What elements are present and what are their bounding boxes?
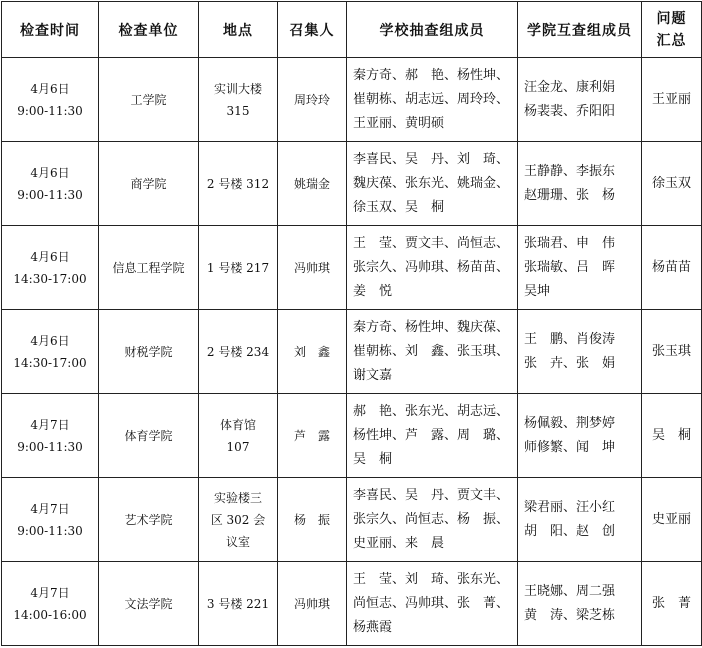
school-member-line: 秦方奇、郝 艳、杨性坤、	[353, 67, 510, 83]
school-member-line: 张宗久、尚恒志、杨 振、	[353, 511, 510, 527]
place-line: 2 号楼 234	[206, 344, 270, 359]
college-member-line: 梁君丽、汪小红	[524, 499, 616, 515]
time-text: 14:30-17:00	[13, 355, 87, 370]
school-member-line: 徐玉双、吴 桐	[353, 199, 445, 215]
time-cell	[2, 142, 99, 226]
time-cell	[2, 394, 99, 478]
college-member-line: 师修繁、闻 坤	[524, 439, 616, 455]
header-summary-line1: 问题	[656, 10, 687, 27]
place-cell	[199, 562, 278, 646]
time-text: 9:00-11:30	[17, 439, 83, 454]
time-text: 9:00-11:30	[17, 523, 83, 538]
summary-cell: 杨苗苗	[642, 226, 702, 310]
time-text: 9:00-11:30	[17, 103, 83, 118]
table-row	[2, 142, 702, 226]
place-line: 1 号楼 217	[206, 260, 270, 275]
unit-cell: 工学院	[99, 58, 199, 142]
time-text: 9:00-11:30	[17, 187, 83, 202]
header-college-members: 学院互查组成员	[518, 2, 642, 58]
date-text: 4月6日	[30, 165, 70, 180]
unit-cell: 财税学院	[99, 310, 199, 394]
unit-cell: 商学院	[99, 142, 199, 226]
college-member-line: 黄 涛、梁芝栋	[524, 607, 616, 623]
school-member-line: 崔朝栋、刘 鑫、张玉琪、	[353, 343, 510, 359]
table-row	[2, 394, 702, 478]
time-cell	[2, 58, 99, 142]
table-row	[2, 478, 702, 562]
header-summary-line2: 汇总	[656, 32, 687, 49]
college-members-cell	[518, 142, 642, 226]
college-member-line: 王 鹏、肖俊涛	[524, 331, 616, 347]
time-text: 14:30-17:00	[13, 271, 87, 286]
college-member-line: 杨佩毅、荆梦婷	[524, 415, 616, 431]
place-line: 区 302 会	[210, 512, 266, 527]
school-member-line: 谢文嘉	[353, 367, 393, 383]
date-text: 4月7日	[30, 585, 70, 600]
header-time: 检查时间	[2, 2, 99, 58]
school-member-line: 李喜民、吴 丹、贾文丰、	[353, 487, 510, 503]
time-cell	[2, 310, 99, 394]
college-members-cell	[518, 394, 642, 478]
school-member-line: 秦方奇、杨性坤、魏庆葆、	[353, 319, 510, 335]
table-row	[2, 562, 702, 646]
college-member-line: 张瑞君、申 伟	[524, 235, 616, 251]
convener-cell: 冯帅琪	[278, 562, 347, 646]
date-text: 4月7日	[30, 501, 70, 516]
convener-cell: 芦 露	[278, 394, 347, 478]
school-members-cell	[347, 562, 518, 646]
college-members-cell	[518, 562, 642, 646]
school-members-cell	[347, 310, 518, 394]
summary-cell: 史亚丽	[642, 478, 702, 562]
convener-cell: 冯帅琪	[278, 226, 347, 310]
school-member-line: 魏庆葆、张东光、姚瑞金、	[353, 175, 510, 191]
college-member-line: 张瑞敏、吕 晖	[524, 259, 616, 275]
convener-cell: 周玲玲	[278, 58, 347, 142]
unit-cell: 信息工程学院	[99, 226, 199, 310]
school-members-cell	[347, 142, 518, 226]
school-member-line: 杨性坤、芦 露、周 璐、	[353, 427, 510, 443]
college-member-line: 杨裴裴、乔阳阳	[524, 103, 616, 119]
convener-cell: 姚瑞金	[278, 142, 347, 226]
summary-cell: 徐玉双	[642, 142, 702, 226]
date-text: 4月6日	[30, 249, 70, 264]
school-member-line: 王 莹、刘 琦、张东光、	[353, 571, 510, 587]
time-cell	[2, 562, 99, 646]
school-member-line: 郝 艳、张东光、胡志远、	[353, 403, 510, 419]
summary-cell: 张玉琪	[642, 310, 702, 394]
unit-cell: 文法学院	[99, 562, 199, 646]
header-place: 地点	[199, 2, 278, 58]
place-line: 107	[226, 439, 250, 454]
school-member-line: 王 莹、贾文丰、尚恒志、	[353, 235, 510, 251]
header-summary	[642, 2, 702, 58]
school-member-line: 张宗久、冯帅琪、杨苗苗、	[353, 259, 510, 275]
header-unit: 检查单位	[99, 2, 199, 58]
place-line: 体育馆	[219, 417, 256, 432]
table-row	[2, 58, 702, 142]
time-cell	[2, 226, 99, 310]
school-members-cell	[347, 478, 518, 562]
school-member-line: 尚恒志、冯帅琪、张 菁、	[353, 595, 510, 611]
place-cell	[199, 478, 278, 562]
header-convener: 召集人	[278, 2, 347, 58]
table-row	[2, 226, 702, 310]
college-member-line: 汪金龙、康利娟	[524, 79, 616, 95]
place-line: 315	[226, 103, 250, 118]
summary-cell: 张 菁	[642, 562, 702, 646]
school-member-line: 姜 悦	[353, 283, 393, 299]
place-cell	[199, 310, 278, 394]
summary-cell: 吴 桐	[642, 394, 702, 478]
college-members-cell	[518, 478, 642, 562]
convener-cell: 杨 振	[278, 478, 347, 562]
header-school-members: 学校抽查组成员	[347, 2, 518, 58]
place-line: 实验楼三	[213, 490, 262, 505]
college-member-line: 王晓娜、周二强	[524, 583, 616, 599]
date-text: 4月6日	[30, 333, 70, 348]
place-line: 3 号楼 221	[206, 596, 270, 611]
school-member-line: 王亚丽、黄明硕	[353, 115, 445, 131]
table-row	[2, 310, 702, 394]
college-member-line: 张 卉、张 娟	[524, 355, 616, 371]
school-members-cell	[347, 226, 518, 310]
time-text: 14:00-16:00	[13, 607, 87, 622]
place-cell	[199, 394, 278, 478]
college-member-line: 吴坤	[524, 283, 551, 299]
place-line: 2 号楼 312	[206, 176, 270, 191]
place-cell	[199, 142, 278, 226]
summary-cell: 王亚丽	[642, 58, 702, 142]
place-line: 议室	[225, 534, 250, 549]
school-member-line: 李喜民、吴 丹、刘 琦、	[353, 151, 510, 167]
date-text: 4月7日	[30, 417, 70, 432]
time-cell	[2, 478, 99, 562]
school-member-line: 史亚丽、来 晨	[353, 535, 445, 551]
college-member-line: 赵珊珊、张 杨	[524, 187, 616, 203]
unit-cell: 艺术学院	[99, 478, 199, 562]
convener-cell: 刘 鑫	[278, 310, 347, 394]
place-line: 实训大楼	[213, 81, 262, 96]
college-members-cell	[518, 226, 642, 310]
table-header-row	[2, 2, 702, 58]
school-member-line: 杨燕霞	[353, 619, 393, 635]
college-member-line: 王静静、李振东	[524, 163, 616, 179]
college-members-cell	[518, 310, 642, 394]
date-text: 4月6日	[30, 81, 70, 96]
college-member-line: 胡 阳、赵 创	[524, 523, 616, 539]
unit-cell: 体育学院	[99, 394, 199, 478]
place-cell	[199, 226, 278, 310]
school-members-cell	[347, 394, 518, 478]
school-member-line: 吴 桐	[353, 451, 393, 467]
school-members-cell	[347, 58, 518, 142]
place-cell	[199, 58, 278, 142]
college-members-cell	[518, 58, 642, 142]
inspection-schedule-table	[1, 1, 702, 646]
school-member-line: 崔朝栋、胡志远、周玲玲、	[353, 91, 510, 107]
